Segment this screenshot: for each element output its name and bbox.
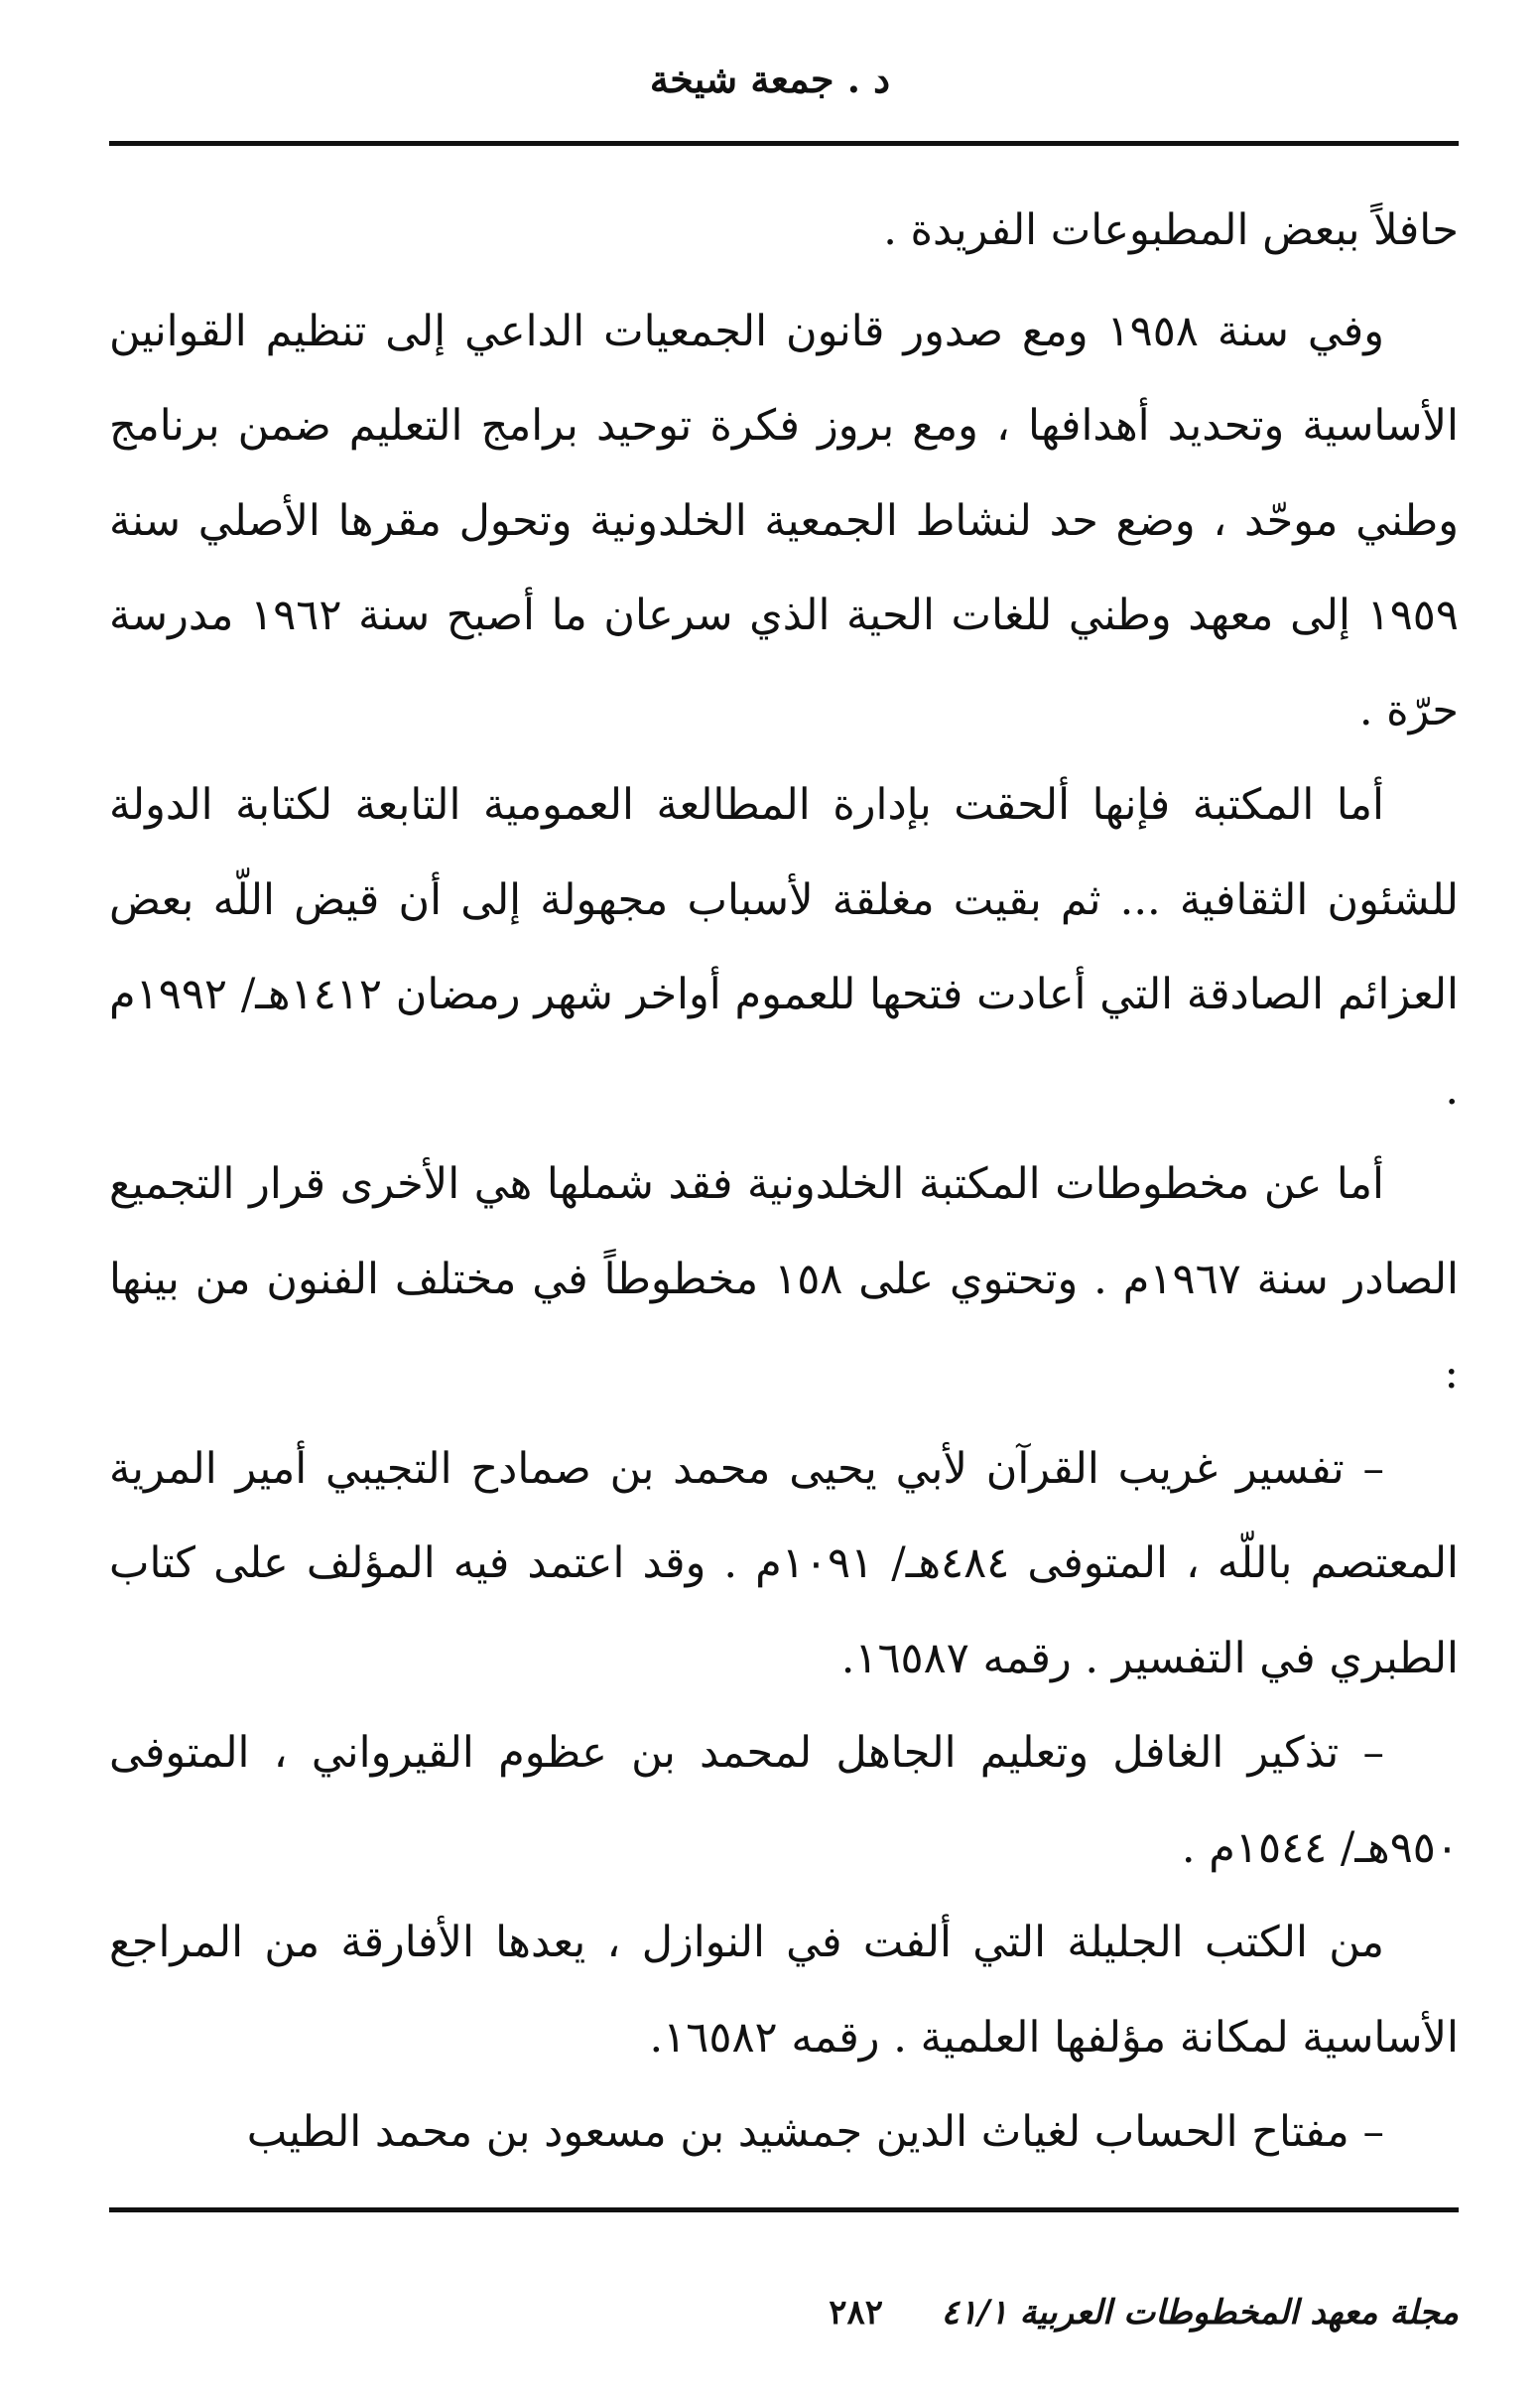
paragraph-3: أما المكتبة فإنها ألحقت بإدارة المطالعة العمومية التابعة لكتابة الدولة للشئون الثقافية ... ثم بقيت مغلقة لأسباب مجهولة إلى أن قيض اللّه بعض العزائم الصادقة التي أعادت فتحها للعموم أواخر شهر رمضان ١٤١٢هـ/ ١٩٩٢م .: [109, 780, 1459, 1115]
paragraph-1: حافلاً ببعض المطبوعات الفريدة .: [883, 205, 1459, 255]
header-rule: [109, 141, 1459, 146]
list-item-tadhkir: – تذكير الغافل وتعليم الجاهل لمحمد بن عظوم القيرواني ، المتوفى ٩٥٠هـ/ ١٥٤٤م .: [109, 1728, 1459, 1873]
page-footer: [109, 2283, 1459, 2342]
running-head: د . جمعة شيخة: [649, 57, 891, 101]
paragraph-4: أما عن مخطوطات المكتبة الخلدونية فقد شملها هي الأخرى قرار التجميع الصادر سنة ١٩٦٧م . وتحتوي على ١٥٨ مخطوطاً في مختلف الفنون من بينها :: [109, 1159, 1459, 1399]
paragraph-nawazil: من الكتب الجليلة التي ألفت في النوازل ، يعدها الأفارقة من المراجع الأساسية لمكانة مؤلفها العلمية . رقمه ١٦٥٨٢.: [109, 1918, 1459, 2063]
paragraph-2: وفي سنة ١٩٥٨ ومع صدور قانون الجمعيات الداعي إلى تنظيم القوانين الأساسية وتحديد أهدافها ، ومع بروز فكرة توحيد برامج التعليم ضمن برنامج وطني موحّد ، وضع حد لنشاط الجمعية الخلدونية وتحول مقرها الأصلي سنة ١٩٥٩ إلى معهد وطني للغات الحية الذي سرعان ما أصبح سنة ١٩٦٢ مدرسة حرّة .: [109, 306, 1459, 735]
page-number: ٢٨٢: [829, 2293, 883, 2332]
body-text: [109, 184, 1459, 2181]
journal-title: مجلة معهد المخطوطات العربية ٤١/١: [941, 2293, 1459, 2332]
list-item-miftah: – مفتاح الحساب لغياث الدين جمشيد بن مسعود بن محمد الطيب: [246, 2107, 1384, 2157]
list-item-tafsir: – تفسير غريب القرآن لأبي يحيى محمد بن صمادح التجيبي أمير المرية المعتصم باللّه ، المتوفى ٤٨٤هـ/ ١٠٩١م . وقد اعتمد فيه المؤلف على كتاب الطبري في التفسير . رقمه ١٦٥٨٧.: [109, 1443, 1459, 1683]
footer-rule: [109, 2207, 1459, 2212]
